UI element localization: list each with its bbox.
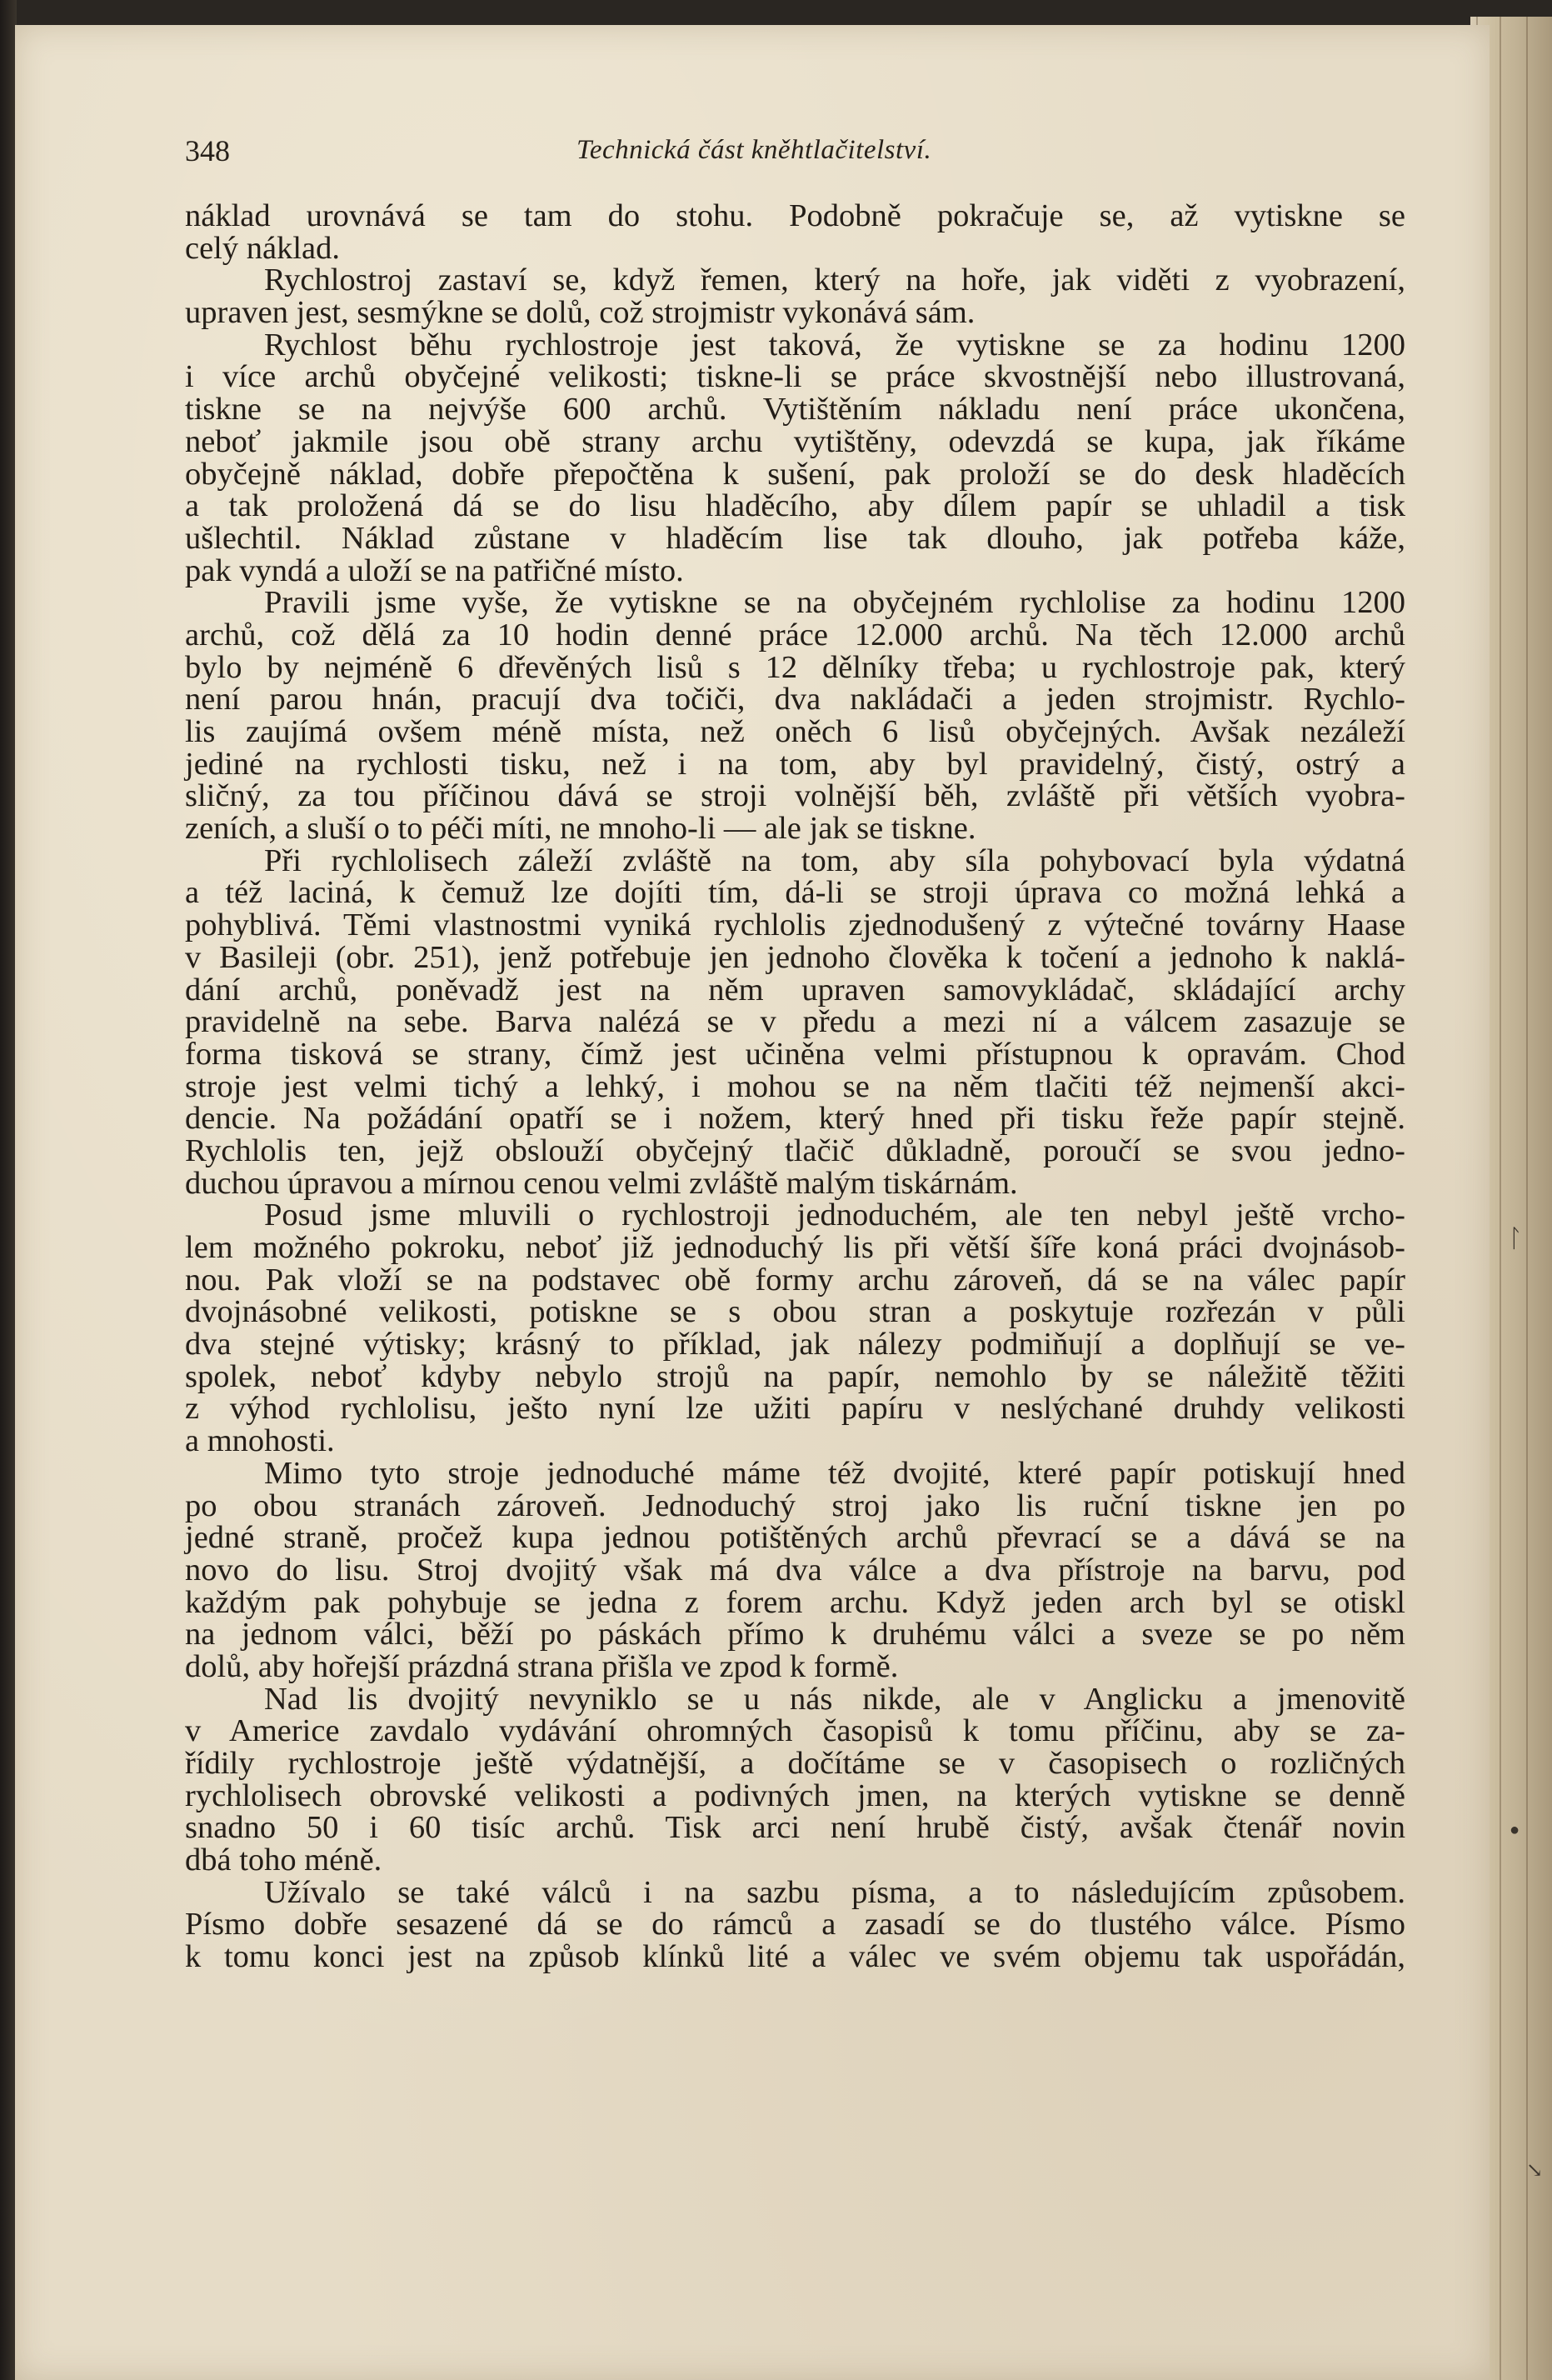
text-line: stroje jest velmi tichý a lehký, i mohou se na něm tlačiti též nejmenší akci-: [185, 1068, 1405, 1104]
text-line: rychlolisech obrovské velikosti a podivných jmen, na kterých vytiskne se denně: [185, 1778, 1405, 1813]
text-line: Posud jsme mluvili o rychlostroji jednoduchém, ale ten nebyl ještě vrcho-: [264, 1198, 1405, 1233]
text-line: dolů, aby hořejší prázdná strana přišla ve zpod k formě.: [185, 1648, 899, 1684]
scan-backdrop: [0, 0, 17, 2380]
text-line: náklad urovnává se tam do stohu. Podobně pokračuje se, až vytiskne se: [185, 198, 1405, 233]
text-line: pravidelně na sebe. Barva nalézá se v předu a mezi ní a válcem zasazuje se: [185, 1004, 1405, 1040]
text-line: snadno 50 i 60 tisíc archů. Tisk arci není hrubě čistý, avšak čtenář novin: [185, 1810, 1405, 1846]
body-text: [185, 200, 1405, 1973]
text-line: lis zaujímá ovšem méně místa, než oněch 6 lisů obyčejných. Avšak nezáleží: [185, 714, 1405, 749]
text-line: dbá toho méně.: [185, 1842, 382, 1878]
text-line: po obou stranách zároveň. Jednoduchý stroj jako lis ruční tiskne jen po: [185, 1488, 1405, 1523]
margin-pencil-mark: ᛚ: [1508, 1225, 1523, 1252]
text-line: Rychlolis ten, jejž obslouží obyčejný tlačič důkladně, poroučí se svou jedno-: [185, 1132, 1405, 1168]
text-line: řídily rychlostroje ještě výdatnější, a dočítáme se v časopisech o rozličných: [185, 1746, 1405, 1781]
text-line: novo do lisu. Stroj dvojitý však má dva válce a dva přístroje na barvu, pod: [185, 1552, 1405, 1588]
text-line: pak vyndá a uloží se na patřičné místo.: [185, 552, 684, 588]
text-line: pohyblivá. Těmi vlastnostmi vyniká rychlolis zjednodušený z výtečné továrny Haase: [185, 908, 1405, 943]
text-line: v Basileji (obr. 251), jenž potřebuje jen jednoho člověka k točení a jednoho k naklá-: [185, 939, 1405, 975]
text-line: a mnohosti.: [185, 1423, 335, 1459]
text-line: a též laciná, k čemuž lze dojíti tím, dá-li se stroji úprava co možná lehká a: [185, 875, 1405, 911]
text-line: na jednom válci, běží po páskách přímo k druhému válci a sveze se po něm: [185, 1617, 1405, 1652]
text-line: Rychlostroj zastaví se, když řemen, který na hoře, jak viděti z vyobrazení,: [264, 262, 1405, 298]
text-line: archů, což dělá za 10 hodin denné práce 12.000 archů. Na těch 12.000 archů: [185, 617, 1405, 652]
text-line: Písmo dobře sesazené dá se do rámců a zasadí se do tlustého válce. Písmo: [185, 1907, 1405, 1942]
page-number: 348: [185, 134, 230, 168]
text-line: jedné straně, pročež kupa jednou potištěných archů převrací se a dává se na: [185, 1520, 1405, 1556]
text-line: obyčejně náklad, dobře přepočtěna k sušení, pak proloží se do desk hladěcích: [185, 456, 1405, 492]
text-line: celý náklad.: [185, 230, 340, 266]
text-line: spolek, neboť kdyby nebylo strojů na papír, nemohlo by se náležitě těžiti: [185, 1358, 1405, 1394]
margin-pencil-mark: ↘: [1526, 2160, 1544, 2182]
text-line: a tak proložená dá se do lisu hladěcího, aby dílem papír se uhladil a tisk: [185, 488, 1405, 524]
text-line: bylo by nejméně 6 dřevěných lisů s 12 dělníky třeba; u rychlostroje pak, který: [185, 649, 1405, 685]
text-line: Pravili jsme vyše, že vytiskne se na obyčejném rychlolise za hodinu 1200: [264, 585, 1405, 621]
text-line: sličný, za tou příčinou dává se stroji volnější běh, zvláště při větších vyobra-: [185, 778, 1405, 814]
page-edge-line: [1500, 17, 1501, 2380]
text-line: není parou hnán, pracují dva točiči, dva nakládači a jeden strojmistr. Rychlo-: [185, 682, 1405, 718]
text-line: Užívalo se také válců i na sazbu písma, a to následujícím způsobem.: [264, 1874, 1405, 1910]
text-line: tiskne se na nejvýše 600 archů. Vytištěním nákladu není práce ukončena,: [185, 392, 1405, 428]
text-line: ušlechtil. Náklad zůstane v hladěcím lise tak dlouho, jak potřeba káže,: [185, 520, 1405, 556]
text-line: dvojnásobné velikosti, potiskne se s obou stran a poskytuje rozřezán v půli: [185, 1294, 1405, 1330]
text-line: upraven jest, sesmýkne se dolů, což strojmistr vykonává sám.: [185, 295, 976, 331]
text-line: Při rychlolisech záleží zvláště na tom, aby síla pohybovací byla výdatná: [264, 842, 1405, 878]
text-line: každým pak pohybuje se jedna z forem archu. Když jeden arch byl se otiskl: [185, 1584, 1405, 1620]
text-line: Nad lis dvojitý nevyniklo se u nás nikde, ale v Anglicku a jmenovitě: [264, 1681, 1405, 1717]
margin-ink-dot: ●: [1510, 1821, 1520, 1839]
page-edge-line: [1526, 17, 1528, 2380]
text-line: k tomu konci jest na způsob klínků lité a válec ve svém objemu tak uspořádán,: [185, 1939, 1405, 1975]
text-line: i více archů obyčejné velikosti; tiskne-li se práce skvostnější nebo illustrovaná,: [185, 359, 1405, 395]
text-line: forma tisková se strany, čímž jest učiněna velmi přístupnou k opravám. Chod: [185, 1036, 1405, 1072]
text-line: zeních, a sluší o to péči míti, ne mnoho-li — ale jak se tiskne.: [185, 811, 976, 847]
page-header: [185, 133, 1401, 173]
text-line: Rychlost běhu rychlostroje jest taková, že vytiskne se za hodinu 1200: [264, 327, 1405, 362]
text-line: v Americe zavdalo vydávání ohromných časopisů k tomu příčinu, aby se za-: [185, 1713, 1405, 1749]
text-line: dencie. Na požádání opatří se i nožem, který hned při tisku řeže papír stejně.: [185, 1101, 1405, 1137]
text-line: lem možného pokroku, neboť již jednoduchý lis při větší šíře koná práci dvojnásob-: [185, 1230, 1405, 1265]
running-head: Technická část kněhtlačitelství.: [576, 135, 932, 165]
text-line: Mimo tyto stroje jednoduché máme též dvojité, které papír potiskují hned: [264, 1455, 1405, 1491]
text-line: jediné na rychlosti tisku, než i na tom, aby byl pravidelný, čistý, ostrý a: [185, 746, 1405, 782]
text-line: duchou úpravou a mírnou cenou velmi zvláště malým tiskárnám.: [185, 1165, 1018, 1201]
text-line: nou. Pak vloží se na podstavec obě formy archu zároveň, dá se na válec papír: [185, 1262, 1405, 1298]
text-line: z výhod rychlolisu, ješto nyní lze užiti papíru v neslýchané druhdy velikosti: [185, 1391, 1405, 1427]
text-line: dva stejné výtisky; krásný to příklad, jak nálezy podmiňují a doplňují se ve-: [185, 1327, 1405, 1362]
text-line: dání archů, poněvadž jest na něm upraven samovykládač, skládající archy: [185, 972, 1405, 1008]
text-line: neboť jakmile jsou obě strany archu vytištěny, odevzdá se kupa, jak říkáme: [185, 423, 1405, 459]
